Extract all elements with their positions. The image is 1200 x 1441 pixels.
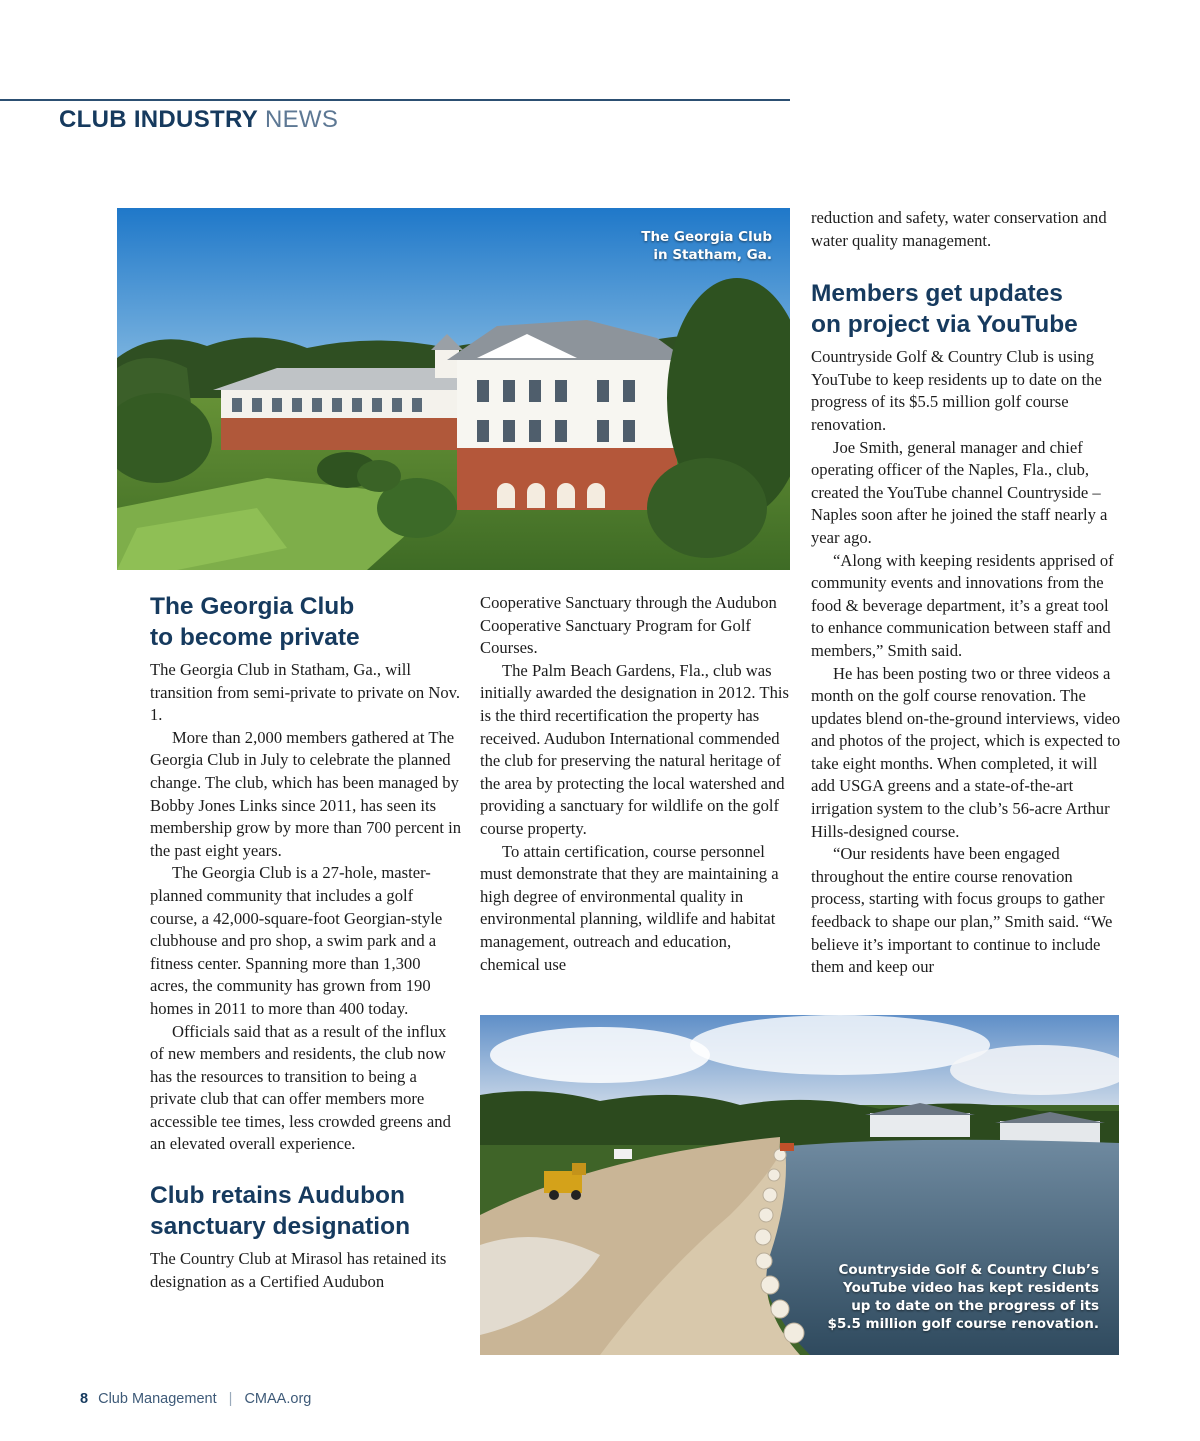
section-header-light: NEWS [264,106,339,133]
page-footer [80,1391,311,1407]
headline-audubon: Club retains Audubon sanctuary designation [150,1182,411,1241]
column-left [150,591,462,1293]
caption-line: Countryside Golf & Country Club’s [838,1262,1099,1278]
body-paragraph: The Georgia Club in Statham, Ga., will transition from semi-private to private on Nov. 1. [150,660,460,725]
body-paragraph: “Along with keeping residents apprised of community events and innovations from the food & beverage department, it’s a great tool to enhance communication between staff and members,” Smith said. [811,550,1114,660]
publication-name: Club Management [98,1391,217,1407]
header-rule [0,99,790,101]
caption-line: The Georgia Club [641,229,772,245]
caption-line: in Statham, Ga. [653,247,772,263]
body-paragraph: “Our residents have been engaged throughout the entire course renovation process, starting with focus groups to gather feedback to shape our plan,” Smith said. “We believe it’s important to continue to include them and keep our [811,844,1113,977]
body-paragraph: Joe Smith, general manager and chief operating officer of the Naples, Fla., club, created the YouTube channel Countryside – Naples soon after he joined the staff nearly a year ago. [811,437,1108,547]
page-number: 8 [80,1391,89,1407]
section-header [59,106,338,134]
caption-line: $5.5 million golf course renovation. [827,1316,1099,1332]
body-paragraph: The Georgia Club is a 27-hole, master-planned community that includes a golf course, a 42,000-square-foot Georgian-style clubhouse and pro shop, a swim park and a fitness center. Spanning more than 1,300 acres, the community has grown from 190 homes in 2011 to more than 400 today. [150,863,443,1018]
body-paragraph: Officials said that as a result of the influx of new members and residents, the club now has the resources to transition to being a private club that can offer members more accessible tee times, less crowded greens and an elevated overall experience. [150,1021,451,1154]
countryside-caption [799,1261,1099,1333]
caption-line: up to date on the progress of its [851,1298,1099,1314]
footer-divider: | [228,1391,233,1407]
column-middle [480,592,792,976]
georgia-club-photo [117,208,790,570]
body-paragraph: More than 2,000 members gathered at The Georgia Club in July to celebrate the planned change. The club, which has been managed by Bobby Jones Links since 2011, has seen its membership grow by more than 700 percent in the past eight years. [150,727,462,860]
headline-youtube: Members get updates on project via YouTube [811,280,1078,339]
body-paragraph: Cooperative Sanctuary through the Audubon Cooperative Sanctuary Program for Golf Courses. [480,593,777,658]
caption-line: YouTube video has kept residents [843,1280,1099,1296]
section-header-bold: CLUB INDUSTRY [59,106,259,133]
georgia-club-caption [552,228,772,264]
headline-georgia-club: The Georgia Club to become private [150,593,360,651]
body-paragraph: The Country Club at Mirasol has retained its designation as a Certified Audubon [150,1249,447,1291]
body-paragraph: The Palm Beach Gardens, Fla., club was initially awarded the designation in 2012. This is the third recertification the property has received. Audubon International commended the club for preserving the natural heritage of the area by protecting the local watershed and providing a sanctuary for wildlife on the golf course property. [480,660,789,838]
countryside-renovation-photo [480,1015,1119,1355]
body-paragraph: Countryside Golf & Country Club is using YouTube to keep residents up to date on the progress of its $5.5 million golf course renovation. [811,347,1102,434]
body-paragraph: He has been posting two or three videos a month on the golf course renovation. The updates blend on-the-ground interviews, video and photos of the project, which is expected to take eight months. When completed, it will add USGA greens and a state-of-the-art irrigation system to the club’s 56-acre Arthur Hills-designed course. [811,663,1121,841]
column-right [811,207,1123,979]
body-paragraph: To attain certification, course personnel must demonstrate that they are maintaining a high degree of environmental quality in environmental planning, wildlife and habitat management, outreach and education, chemical use [480,841,779,974]
body-paragraph: reduction and safety, water conservation and water quality management. [811,208,1107,250]
website-link[interactable]: CMAA.org [244,1391,312,1407]
